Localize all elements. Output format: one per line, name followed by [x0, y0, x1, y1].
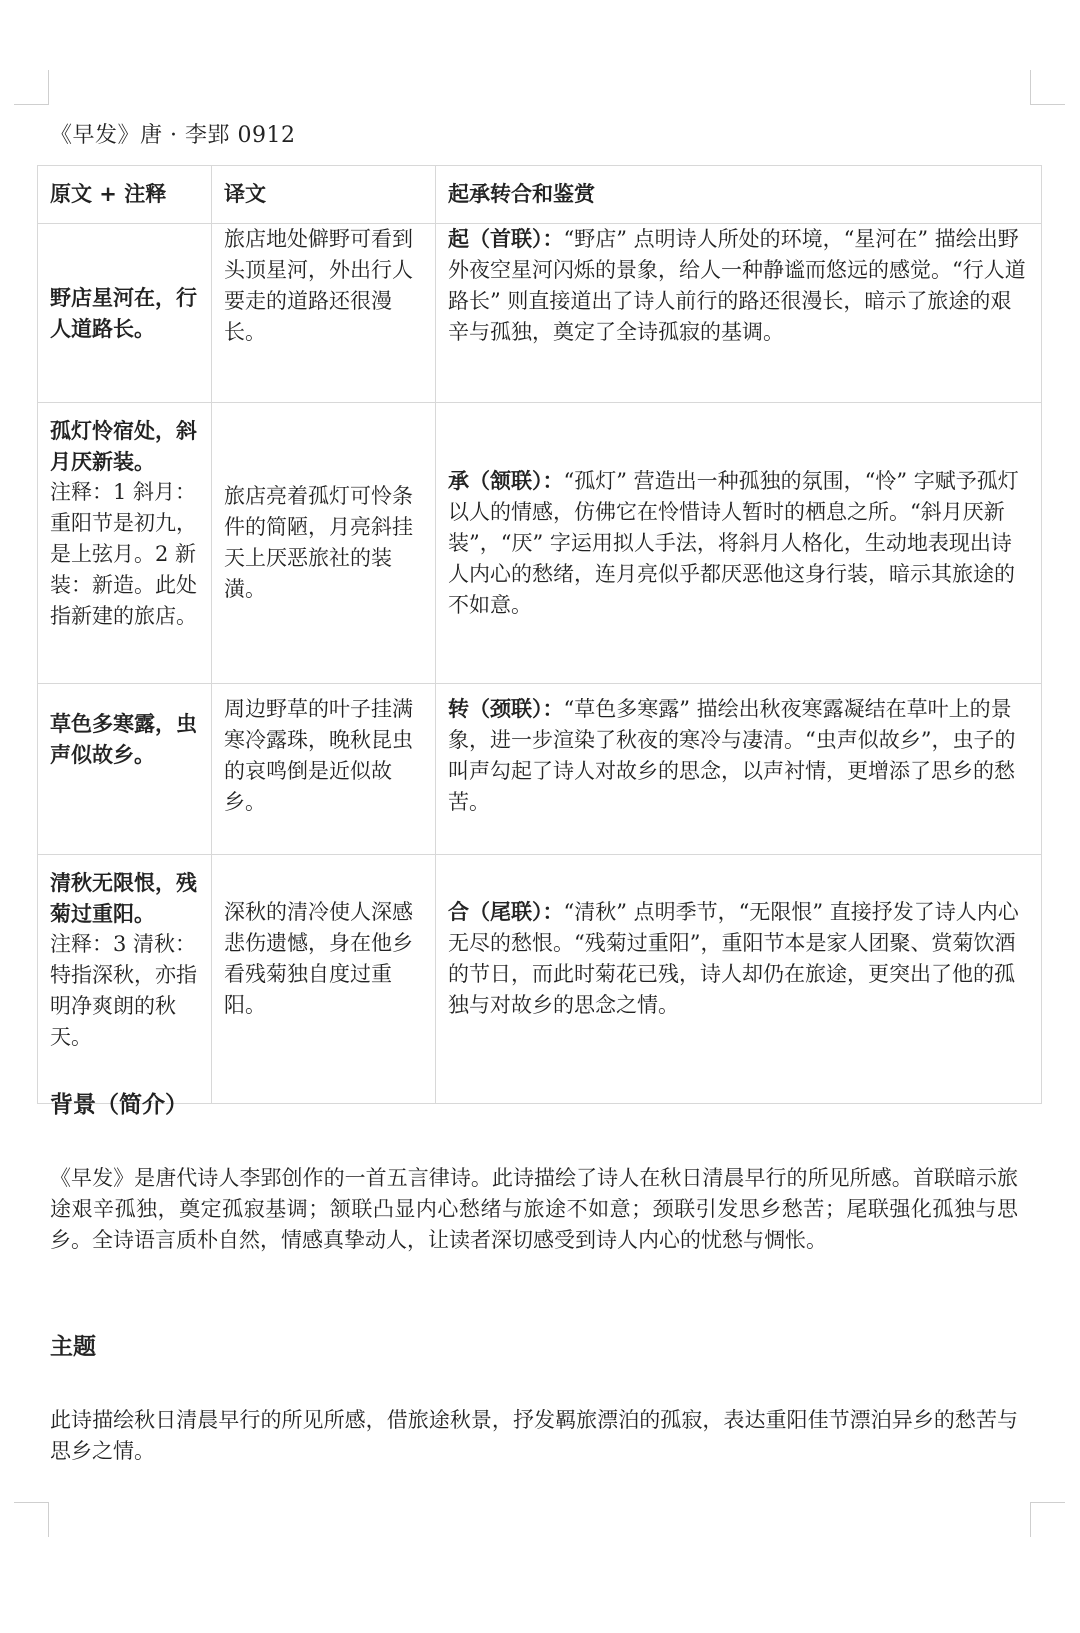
poem-couplet: 孤灯怜宿处，斜月厌新装。	[50, 418, 197, 474]
poem-couplet: 野店星河在，行人道路长。	[50, 285, 197, 341]
annotation-note: 注释：1 斜月：重阳节是初九，是上弦月。2 新装：新造。此处指新建的旅店。	[50, 480, 197, 628]
original-cell	[38, 224, 212, 403]
translation-cell	[212, 403, 436, 684]
translation-text: 旅店地处僻野可看到头顶星河，外出行人要走的道路还很漫长。	[224, 227, 413, 344]
annotation-note: 注释：3 清秋：特指深秋，亦指明净爽朗的秋天。	[50, 932, 197, 1049]
analysis-text: “孤灯” 营造出一种孤独的氛围，“怜” 字赋予孤灯以人的情感，仿佛它在怜惜诗人暂时的栖息之所。“斜月厌新装”，“厌” 字运用拟人手法，将斜月人格化，生动地表现出诗人内心的愁绪，连月亮似乎都厌恶他这身行装，暗示其旅途的不如意。	[448, 468, 1019, 617]
page-corner-mark-bottom-left	[14, 1502, 49, 1537]
table-row	[38, 224, 1042, 403]
header-translation: 译文	[212, 166, 436, 224]
original-cell	[38, 684, 212, 855]
header-original: 原文 + 注释	[38, 166, 212, 224]
analysis-lead: 转（颈联）：	[448, 697, 564, 721]
page-corner-mark-bottom-right	[1030, 1502, 1065, 1537]
translation-text: 深秋的清冷使人深感悲伤遗憾，身在他乡看残菊独自度过重阳。	[224, 900, 413, 1017]
table-row	[38, 855, 1042, 1104]
poem-table	[37, 165, 1042, 1104]
analysis-text: “清秋” 点明季节，“无限恨” 直接抒发了诗人内心无尽的愁恨。“残菊过重阳”，重阳节本是家人团聚、赏菊饮酒的节日，而此时菊花已残，诗人却仍在旅途，更突出了他的孤独与对故乡的思念之情。	[448, 900, 1019, 1017]
background-heading: 背景（简介）	[50, 1092, 188, 1118]
original-cell	[38, 855, 212, 1104]
analysis-text: “野店” 点明诗人所处的环境，“星河在” 描绘出野外夜空星河闪烁的景象，给人一种静谧而悠远的感觉。“行人道路长” 则直接道出了诗人前行的路还很漫长，暗示了旅途的艰辛与孤独，奠定了全诗孤寂的基调。	[448, 227, 1026, 344]
analysis-lead: 承（颔联）：	[448, 468, 564, 493]
header-analysis: 起承转合和鉴赏	[436, 166, 1042, 224]
poem-couplet: 清秋无限恨，残菊过重阳。	[50, 870, 197, 926]
table-row	[38, 403, 1042, 684]
original-cell	[38, 403, 212, 684]
analysis-cell	[436, 403, 1042, 684]
table-header-row	[38, 166, 1042, 224]
analysis-cell	[436, 855, 1042, 1104]
poem-couplet: 草色多寒露，虫声似故乡。	[50, 711, 197, 767]
translation-cell	[212, 684, 436, 855]
analysis-cell	[436, 224, 1042, 403]
background-paragraph: 《早发》是唐代诗人李郢创作的一首五言律诗。此诗描绘了诗人在秋日清晨早行的所见所感。首联暗示旅途艰辛孤独，奠定孤寂基调；颔联凸显内心愁绪与旅途不如意；颈联引发思乡愁苦；尾联强化孤独与思乡。全诗语言质朴自然，情感真挚动人，让读者深切感受到诗人内心的忧愁与惆怅。	[50, 1166, 1018, 1252]
document-title: 《早发》唐 · 李郢 0912	[50, 123, 296, 148]
table-row	[38, 684, 1042, 855]
theme-paragraph: 此诗描绘秋日清晨早行的所见所感，借旅途秋景，抒发羁旅漂泊的孤寂，表达重阳佳节漂泊异乡的愁苦与思乡之情。	[50, 1408, 1018, 1463]
translation-text: 周边野草的叶子挂满寒冷露珠，晚秋昆虫的哀鸣倒是近似故乡。	[224, 697, 413, 814]
page-corner-mark-top-right	[1030, 70, 1065, 105]
translation-text: 旅店亮着孤灯可怜条件的简陋，月亮斜挂天上厌恶旅社的装潢。	[224, 484, 413, 601]
translation-cell	[212, 855, 436, 1104]
analysis-text: “草色多寒露” 描绘出秋夜寒露凝结在草叶上的景象，进一步渲染了秋夜的寒冷与凄清。“虫声似故乡”，虫子的叫声勾起了诗人对故乡的思念，以声衬情，更增添了思乡的愁苦。	[448, 697, 1016, 814]
page-corner-mark-top-left	[14, 70, 49, 105]
analysis-lead: 起（首联）：	[448, 227, 564, 251]
translation-cell	[212, 224, 436, 403]
analysis-lead: 合（尾联）：	[448, 900, 564, 924]
analysis-cell	[436, 684, 1042, 855]
theme-heading: 主题	[50, 1334, 96, 1360]
